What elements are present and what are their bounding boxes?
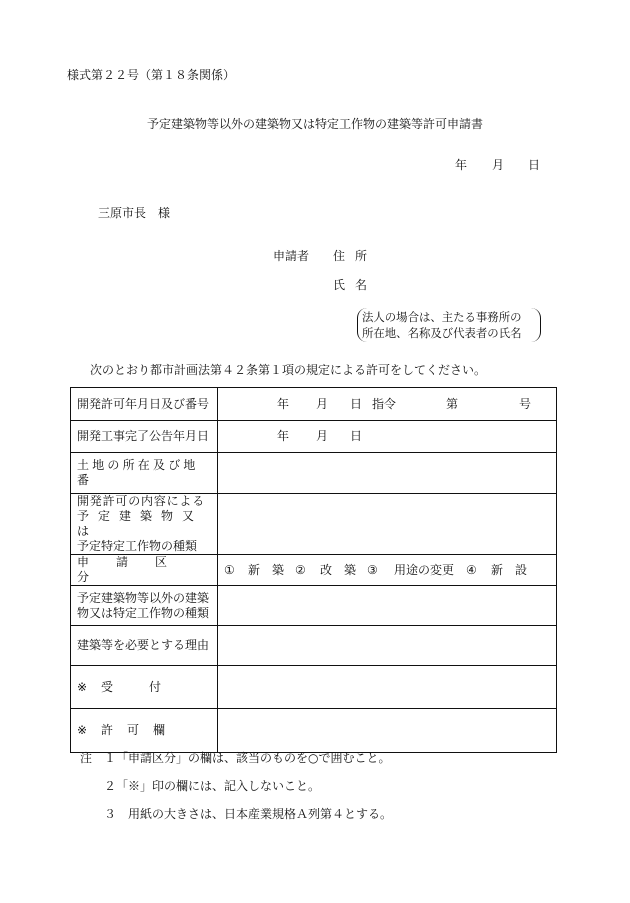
corporate-note-line1: 法人の場合は、主たる事務所の (362, 310, 522, 324)
other-building-type-line1: 予定建築物等以外の建築 (77, 590, 210, 605)
permit-shirei-label: 指令 (372, 396, 397, 411)
permission-mark: ※ (77, 723, 88, 737)
corporate-note (357, 308, 541, 342)
note-1: １「申請区分」の欄は、該当のものを○で囲むこと。 (104, 751, 391, 765)
option-2-char1[interactable]: 改 (320, 562, 333, 577)
land-location-value[interactable] (218, 453, 557, 494)
note-3: ３ 用紙の大きさは、日本産業規格Ａ列第４とする。 (104, 807, 393, 821)
planned-building-value[interactable] (218, 494, 557, 555)
corporate-note-line2: 所在地、名称及び代表者の氏名 (362, 326, 522, 340)
application-category-label (71, 555, 218, 586)
option-2-mark[interactable]: ② (295, 562, 306, 577)
reception-value (218, 666, 557, 709)
addressee: 三原市長 様 (98, 206, 171, 220)
permission-label (71, 709, 218, 753)
address-label: 住所 (333, 249, 378, 263)
construction-reason-label: 建築等を必要とする理由 (71, 626, 218, 666)
form-number: 様式第２２号（第１８条関係） (67, 68, 236, 82)
completion-month-label: 月 (316, 429, 329, 443)
date-month-label: 月 (492, 158, 505, 172)
request-text: 次のとおり都市計画法第４２条第１項の規定による許可をしてください。 (90, 363, 487, 377)
permit-go-label: 号 (519, 396, 532, 411)
planned-building-label (71, 494, 218, 555)
option-4-char2[interactable]: 設 (515, 562, 528, 577)
table-row (71, 666, 557, 709)
permission-text: 許可欄 (101, 723, 180, 737)
option-1-mark[interactable]: ① (224, 562, 235, 577)
reception-label (71, 666, 218, 709)
planned-building-label-line1: 開発許可の内容による (77, 494, 206, 508)
table-row (71, 453, 557, 494)
planned-building-label-line2: 予定建築物又は (77, 509, 204, 538)
table-row (71, 555, 557, 586)
development-permit-label: 開発許可年月日及び番号 (71, 388, 218, 421)
option-1-char1[interactable]: 新 (248, 562, 261, 577)
construction-reason-value[interactable] (218, 626, 557, 666)
table-row (71, 494, 557, 555)
table-row (71, 586, 557, 626)
application-table (70, 387, 557, 753)
reception-mark: ※ (77, 679, 88, 694)
completion-notice-value[interactable] (218, 421, 557, 453)
option-1-char2[interactable]: 築 (272, 562, 285, 577)
other-building-type-value[interactable] (218, 586, 557, 626)
table-row (71, 388, 557, 421)
note-2: ２「※」印の欄には、記入しないこと。 (104, 779, 321, 793)
land-location-label: 土地の所在及び地番 (71, 453, 218, 494)
permit-month-label: 月 (316, 396, 329, 411)
completion-notice-label: 開発工事完了公告年月日 (71, 421, 218, 453)
completion-year-label: 年 (277, 429, 290, 443)
date-day-label: 日 (528, 158, 541, 172)
application-category-text: 申請区分 (77, 555, 195, 584)
option-2-char2[interactable]: 築 (344, 562, 357, 577)
development-permit-value[interactable] (218, 388, 557, 421)
notes-prefix: 注 (80, 751, 93, 765)
application-category-options[interactable] (218, 555, 557, 586)
reception-text: 受付 (101, 679, 198, 694)
other-building-type-label (71, 586, 218, 626)
table-row (71, 709, 557, 753)
permission-value (218, 709, 557, 753)
planned-building-label-line3: 予定特定工作物の種類 (77, 539, 198, 553)
option-3-mark[interactable]: ③ (367, 562, 378, 577)
permit-day-label: 日 (350, 396, 363, 411)
option-4-char1[interactable]: 新 (491, 562, 504, 577)
other-building-type-line2: 物又は特定工作物の種類 (77, 605, 210, 620)
option-4-mark[interactable]: ④ (466, 562, 477, 577)
date-year-label: 年 (455, 158, 468, 172)
option-3-text[interactable]: 用途の変更 (394, 562, 455, 577)
permit-dai-label: 第 (446, 396, 459, 411)
table-row (71, 626, 557, 666)
table-row (71, 421, 557, 453)
permit-year-label: 年 (277, 396, 290, 411)
name-label: 氏名 (333, 278, 378, 292)
applicant-label: 申請者 (273, 249, 310, 263)
document-title: 予定建築物等以外の建築物又は特定工作物の建築等許可申請書 (146, 117, 483, 131)
completion-day-label: 日 (350, 429, 363, 443)
